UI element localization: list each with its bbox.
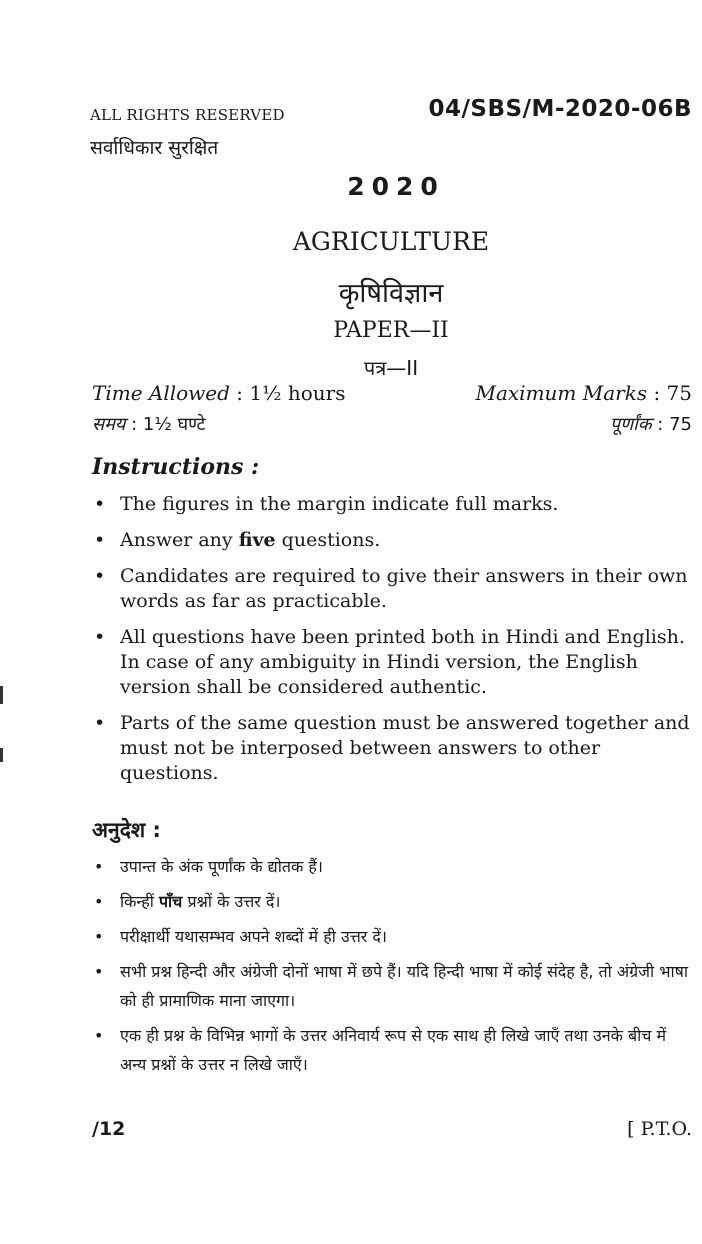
marks-label-hi: पूर्णांक [609,414,652,435]
emphasis-text: five [238,529,276,551]
rights-reserved-hi: सर्वाधिकार सुरक्षित [90,137,219,159]
marks-value-hi: 75 [669,414,692,435]
subject-title-hi: कृषिविज्ञान [338,278,444,309]
time-allowed-hi: समय : 1½ घण्टे [92,414,206,435]
time-value-hi: 1½ घण्टे [142,414,206,435]
time-allowed-en: Time Allowed : 1½ hours [92,381,346,405]
please-turn-over: [ P.T.O. [627,1118,692,1140]
instruction-item: • Parts of the same question must be answered together and must not be interposed between answers to other questions. [94,712,690,784]
page-code: /12 [92,1118,126,1140]
scan-edge-mark [0,748,3,762]
instructions-heading-hi: अनुदेश : [92,818,161,842]
paper-code: 04/SBS/M-2020-06B [428,96,692,122]
paper-number-hi: पत्र—II [363,356,419,380]
exam-year: 2020 [347,172,445,201]
paper-number-en: PAPER—II [333,318,449,343]
instruction-item: • सभी प्रश्न हिन्दी और अंग्रेजी दोनों भाषा में छपे हैं। यदि हिन्दी भाषा में कोई संदेह है, तो अंग्रेजी भाषा को ही प्रामाणिक माना जाएगा। [94,962,689,1010]
instruction-item: • Candidates are required to give their answers in their own words as far as practicable. [94,565,688,612]
instruction-item: • एक ही प्रश्न के विभिन्न भागों के उत्तर अनिवार्य रूप से एक साथ ही लिखे जाएँ तथा उनके बीच में अन्य प्रश्नों के उत्तर न लिखे जाएँ। [94,1026,667,1074]
instruction-item: • किन्हीं पाँच प्रश्नों के उत्तर दें। [94,892,281,911]
instruction-item: • परीक्षार्थी यथासम्भव अपने शब्दों में ही उत्तर दें। [94,927,387,946]
instructions-list-hi [92,852,692,1085]
time-value-en: 1½ hours [249,381,346,405]
max-marks-hi: पूर्णांक : 75 [609,414,692,435]
marks-value-en: 75 [666,381,692,405]
rights-reserved-en: ALL RIGHTS RESERVED [90,106,285,124]
instruction-item: • Answer any five questions. [94,529,381,551]
instruction-item: • The figures in the margin indicate full marks. [94,493,559,515]
emphasis-text: पाँच [158,892,183,911]
time-label-en: Time Allowed [92,381,230,405]
instructions-heading-en: Instructions : [92,454,260,480]
instruction-item: • All questions have been printed both in Hindi and English. In case of any ambiguity in Hindi version, the English version shall be considered authentic. [94,626,685,698]
scan-edge-mark [0,686,3,704]
max-marks-en: Maximum Marks : 75 [475,381,692,405]
instructions-list-en [92,492,692,797]
instruction-item: • उपान्त के अंक पूर्णांक के द्योतक हैं। [94,857,323,876]
subject-title-en: AGRICULTURE [292,227,490,256]
marks-label-en: Maximum Marks [475,381,648,405]
time-label-hi: समय [92,414,126,435]
